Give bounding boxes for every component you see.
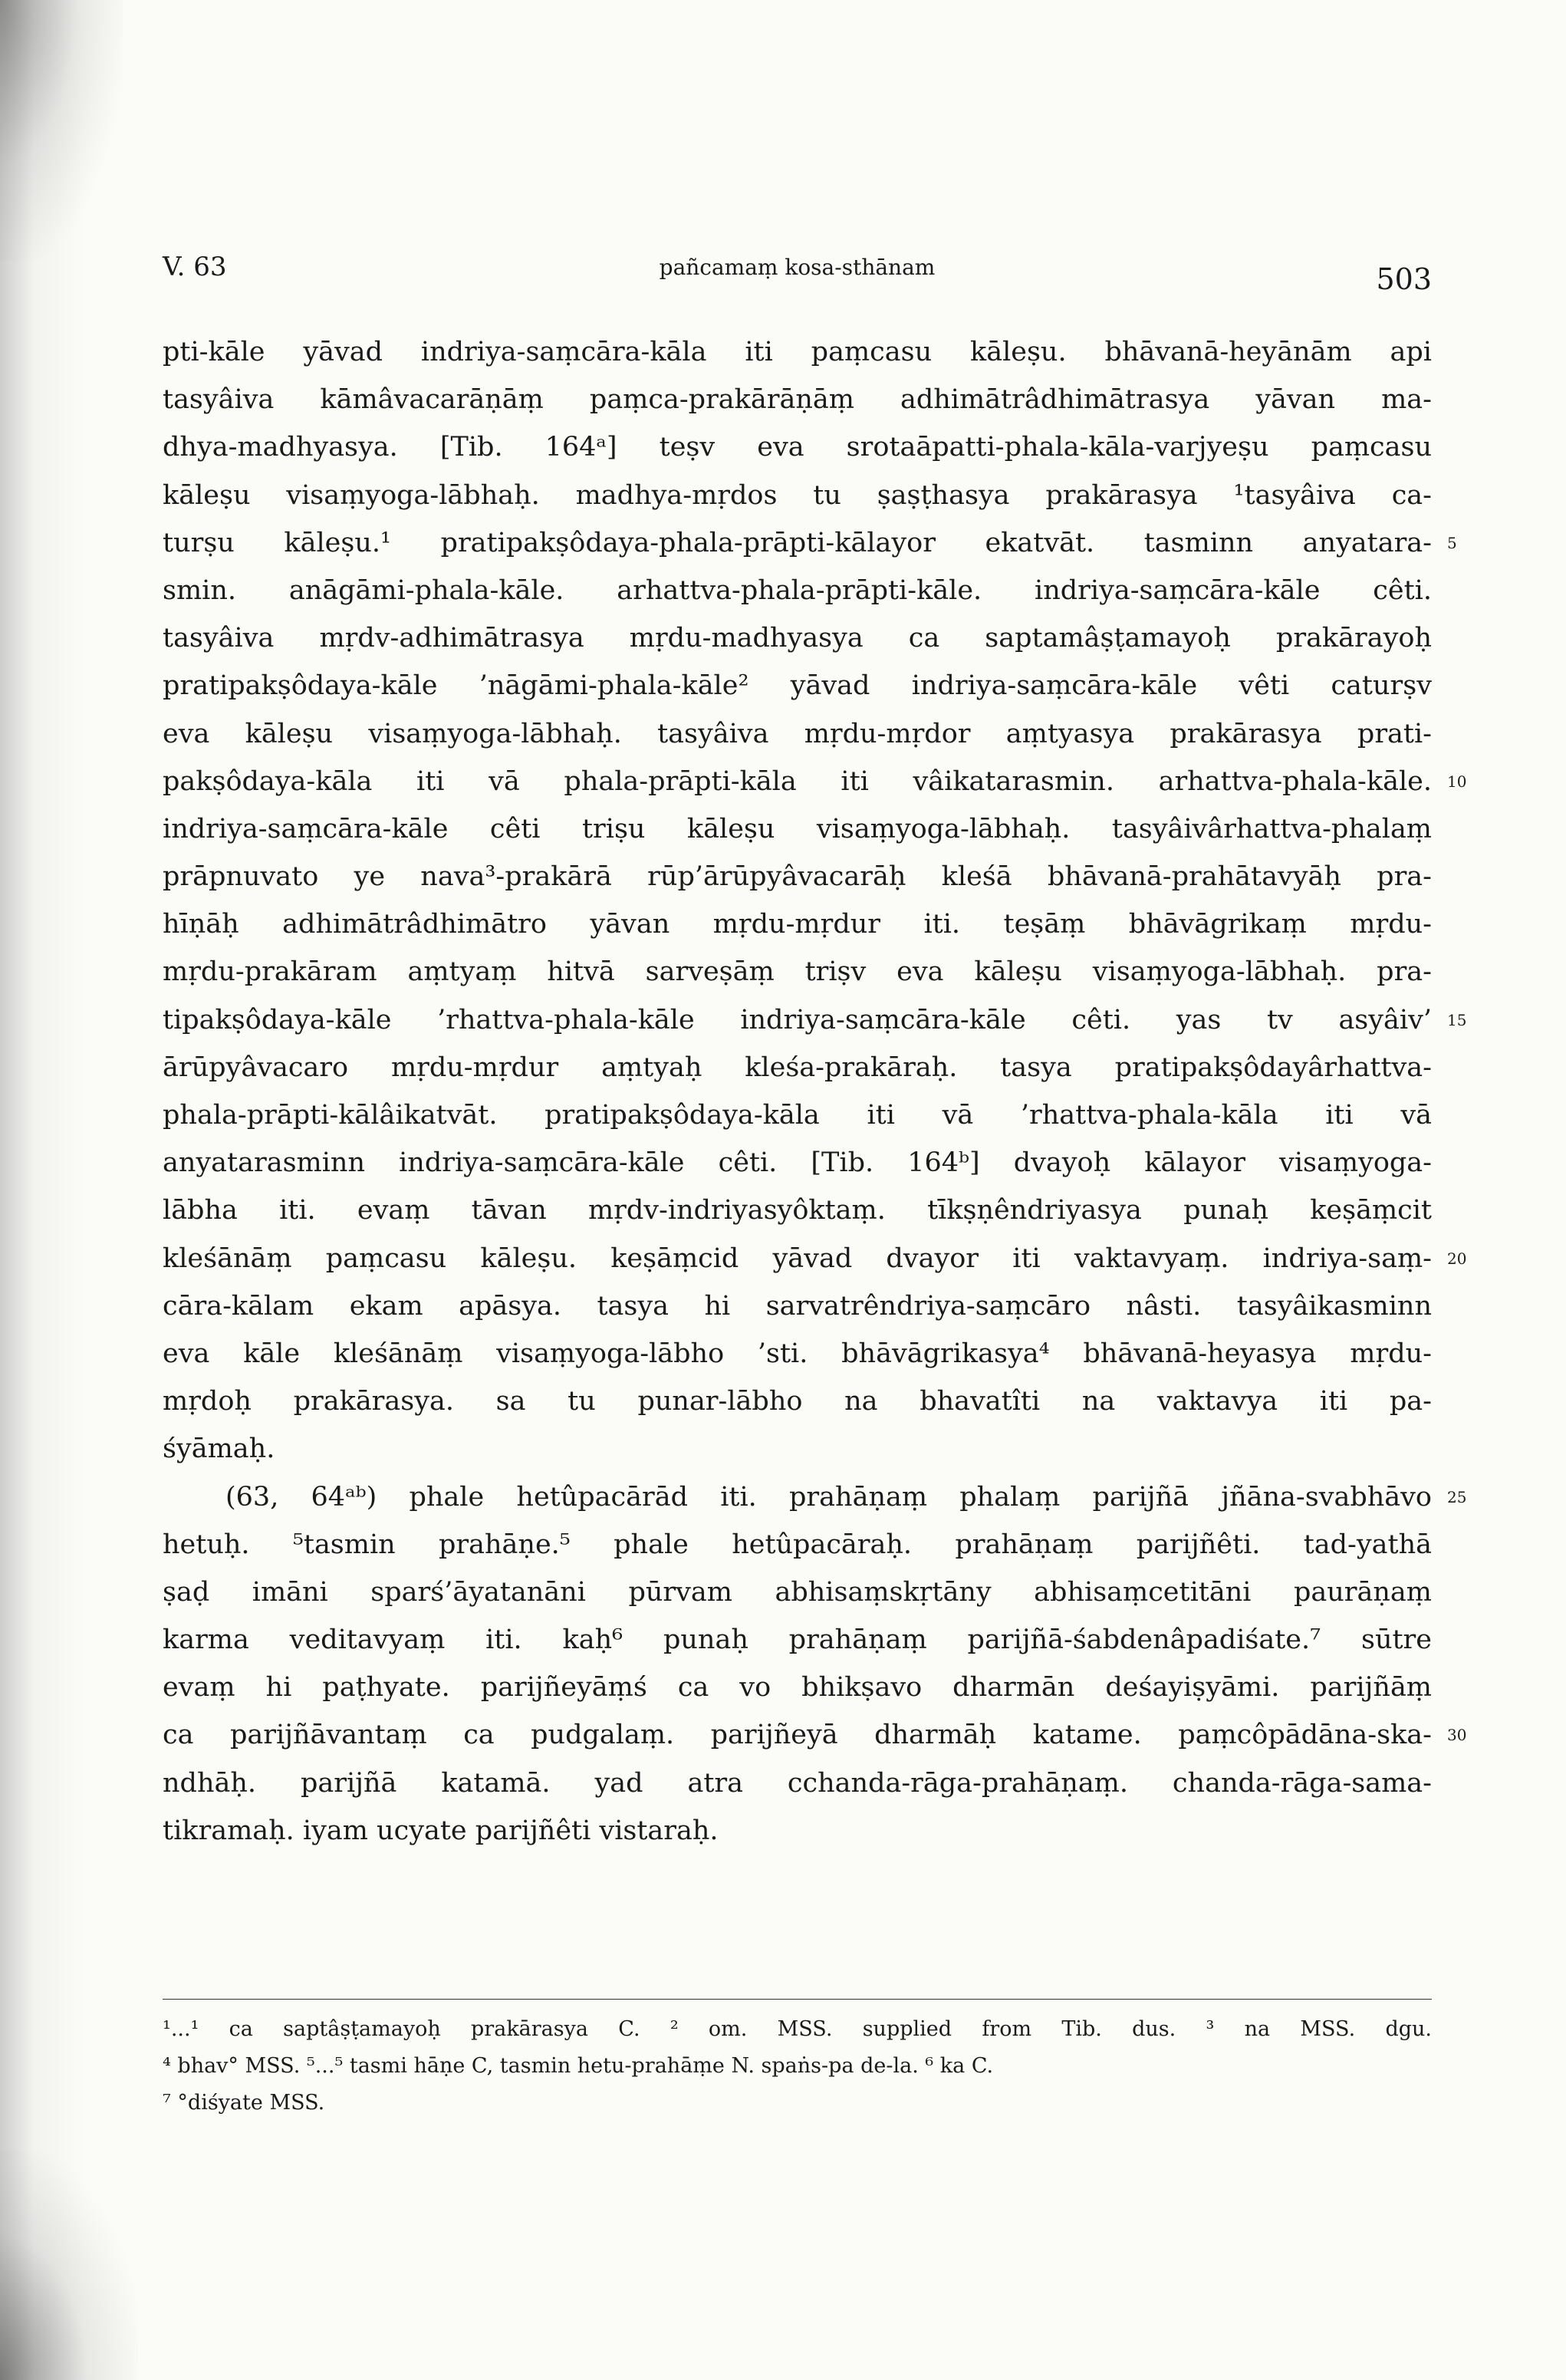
text-line: mṛdu-prakāram aṃtyaṃ hitvā sarveṣāṃ triṣv eva kāleṣu visaṃyoga-lābhaḥ. pra-: [163, 956, 1432, 988]
text-line: dhya-madhyasya. [Tib. 164ᵃ] teṣv eva srotaāpatti-phala-kāla-varjyeṣu paṃcasu: [163, 432, 1432, 463]
line-number: 20: [1447, 1249, 1467, 1268]
footnote-rule: [163, 1999, 1432, 2000]
scan-corner-top: [0, 0, 123, 261]
footnote-line: ⁴ bhav° MSS. ⁵...⁵ tasmi hāṇe C, tasmin hetu-prahāṃe N. spaṅs-pa de-la. ⁶ ka C.: [163, 2054, 994, 2078]
main-text: [163, 328, 1467, 1855]
scan-edge-shadow: [0, 0, 84, 2380]
text-line: indriya-saṃcāra-kāle cêti triṣu kāleṣu visaṃyoga-lābhaḥ. tasyâivârhattva-phalaṃ: [163, 813, 1432, 844]
text-line: ṣaḍ imāni sparś’āyatanāni pūrvam abhisaṃskṛtāny abhisaṃcetitāni paurāṇaṃ: [163, 1576, 1432, 1608]
footnote-line: ⁷ °diśyate MSS.: [163, 2091, 325, 2115]
footnotes: [163, 2011, 1432, 2122]
text-line: hīṇāḥ adhimātrâdhimātro yāvan mṛdu-mṛdur iti. teṣāṃ bhāvāgrikaṃ mṛdu-: [163, 909, 1432, 940]
footnote-line: ¹...¹ ca saptâṣṭamayoḥ prakārasya C. ² om. MSS. supplied from Tib. dus. ³ na MSS. dgu.: [163, 2017, 1432, 2041]
text-line: smin. anāgāmi-phala-kāle. arhattva-phala-prāpti-kāle. indriya-saṃcāra-kāle cêti.: [163, 574, 1432, 606]
text-line: kleśānāṃ paṃcasu kāleṣu. keṣāṃcid yāvad dvayor iti vaktavyaṃ. indriya-saṃ- 20: [163, 1235, 1432, 1282]
text-line: mṛdoḥ prakārasya. sa tu punar-lābho na bhavatîti na vaktavya iti pa-: [163, 1386, 1432, 1417]
text-line: eva kāle kleśānāṃ visaṃyoga-lābho ’sti. bhāvāgrikasya⁴ bhāvanā-heyasya mṛdu-: [163, 1338, 1432, 1369]
line-number: 15: [1447, 1010, 1467, 1029]
text-line: evaṃ hi paṭhyate. parijñeyāṃś ca vo bhikṣavo dharmān deśayiṣyāmi. parijñāṃ: [163, 1672, 1432, 1704]
running-header: [163, 244, 1432, 298]
running-title: pañcamaṃ kosa-sthānam: [659, 255, 936, 280]
text-line: cāra-kālam ekam apāsya. tasya hi sarvatrêndriya-saṃcāro nâsti. tasyâikasminn: [163, 1290, 1432, 1322]
text-line: karma veditavyaṃ iti. kaḥ⁶ punaḥ prahāṇaṃ parijñā-śabdenâpadiśate.⁷ sūtre: [163, 1625, 1432, 1656]
scan-corner-bottom: [0, 2150, 138, 2380]
text-line: hetuḥ. ⁵tasmin prahāṇe.⁵ phale hetûpacāraḥ. prahāṇaṃ parijñêti. tad-yathā: [163, 1529, 1432, 1560]
text-line: prāpnuvato ye nava³-prakārā rūp’ārūpyâvacarāḥ kleśā bhāvanā-prahātavyāḥ pra-: [163, 861, 1432, 893]
line-number: 5: [1447, 533, 1457, 552]
line-number: 10: [1447, 772, 1467, 791]
section-reference: V. 63: [163, 252, 227, 282]
text-line: ndhāḥ. parijñā katamā. yad atra cchanda-rāga-prahāṇaṃ. chanda-rāga-sama-: [163, 1767, 1432, 1799]
page-number: 503: [1376, 262, 1432, 296]
line-number: 30: [1447, 1726, 1467, 1745]
text-line: śyāmaḥ.: [163, 1434, 275, 1465]
text-line: tikramaḥ. iyam ucyate parijñêti vistaraḥ.: [163, 1815, 719, 1846]
text-line: tasyâiva kāmâvacarāṇāṃ paṃca-prakārāṇāṃ adhimātrâdhimātrasya yāvan ma-: [163, 384, 1432, 416]
text-line: ca parijñāvantaṃ ca pudgalaṃ. parijñeyā dharmāḥ katame. paṃcôpādāna-ska- 30: [163, 1711, 1432, 1759]
text-line: ārūpyâvacaro mṛdu-mṛdur aṃtyaḥ kleśa-prakāraḥ. tasya pratipakṣôdayârhattva-: [163, 1052, 1432, 1083]
text-line: kāleṣu visaṃyoga-lābhaḥ. madhya-mṛdos tu ṣaṣṭhasya prakārasya ¹tasyâiva ca-: [163, 479, 1432, 511]
text-line: tipakṣôdaya-kāle ’rhattva-phala-kāle indriya-saṃcāra-kāle cêti. yas tv asyâiv’ 15: [163, 996, 1432, 1044]
text-line: turṣu kāleṣu.¹ pratipakṣôdaya-phala-prāpti-kālayor ekatvāt. tasminn anyatara- 5: [163, 519, 1432, 567]
text-line: tasyâiva mṛdv-adhimātrasya mṛdu-madhyasya ca saptamâṣṭamayoḥ prakārayoḥ: [163, 623, 1432, 654]
text-line: (63, 64ᵃᵇ) phale hetûpacārād iti. prahāṇaṃ phalaṃ parijñā jñāna-svabhāvo 25: [163, 1473, 1432, 1521]
text-line: anyatarasminn indriya-saṃcāra-kāle cêti. [Tib. 164ᵇ] dvayoḥ kālayor visaṃyoga-: [163, 1147, 1432, 1179]
text-line: phala-prāpti-kālâikatvāt. pratipakṣôdaya-kāla iti vā ’rhattva-phala-kāla iti vā: [163, 1100, 1432, 1131]
text-line: eva kāleṣu visaṃyoga-lābhaḥ. tasyâiva mṛdu-mṛdor aṃtyasya prakārasya prati-: [163, 718, 1432, 749]
line-number: 25: [1447, 1487, 1467, 1506]
text-line: pti-kāle yāvad indriya-saṃcāra-kāla iti paṃcasu kāleṣu. bhāvanā-heyānām api: [163, 337, 1432, 367]
text-line: pakṣôdaya-kāla iti vā phala-prāpti-kāla iti vâikatarasmin. arhattva-phala-kāle. 10: [163, 758, 1432, 805]
text-line: pratipakṣôdaya-kāle ’nāgāmi-phala-kāle² yāvad indriya-saṃcāra-kāle vêti caturṣv: [163, 670, 1432, 702]
text-line: lābha iti. evaṃ tāvan mṛdv-indriyasyôktaṃ. tīkṣṇêndriyasya punaḥ keṣāṃcit: [163, 1195, 1432, 1226]
